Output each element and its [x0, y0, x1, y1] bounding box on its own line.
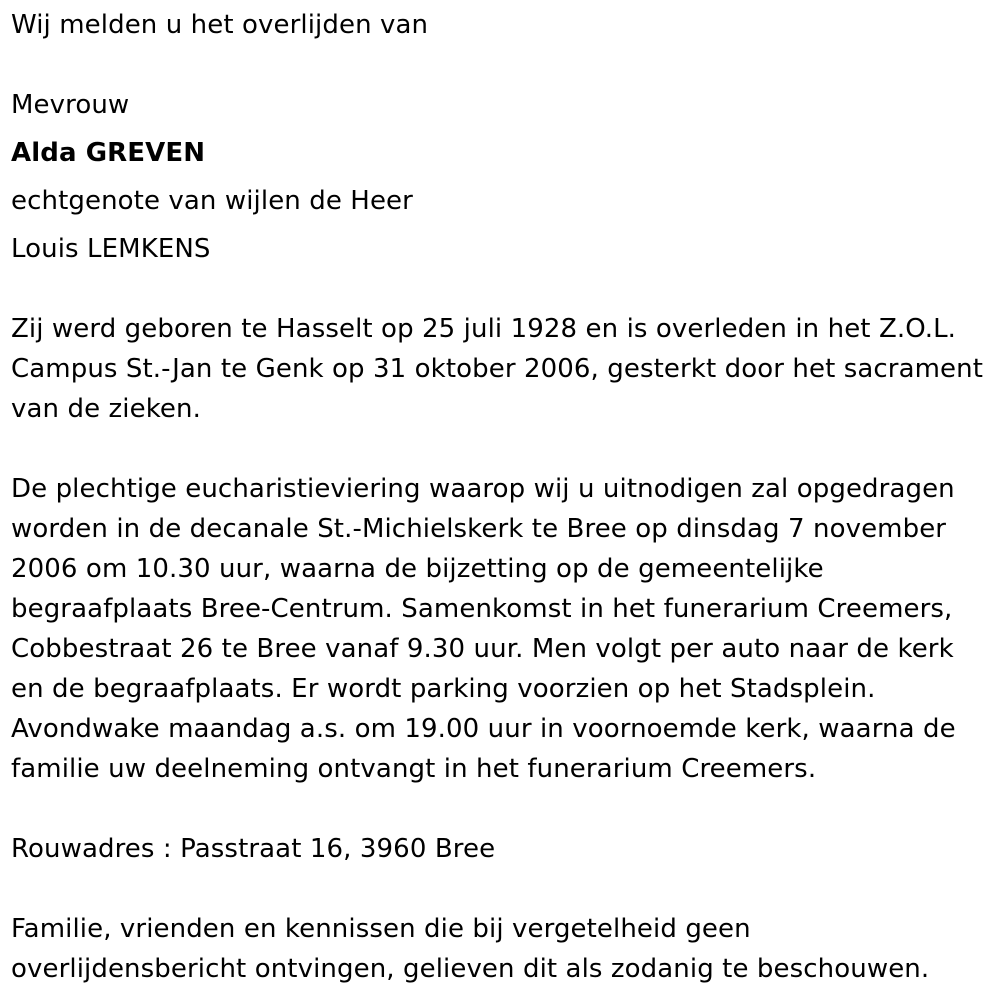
birth-death-paragraph: Zij werd geboren te Hasselt op 25 juli 1928 en is overleden in het Z.O.L. Campus St.-Jan te Genk op 31 oktober 2006, gesterkt door het sacrament van de zieken. [11, 314, 984, 424]
relation-line: echtgenote van wijlen de Heer [11, 186, 413, 216]
intro-line: Wij melden u het overlijden van [11, 10, 429, 40]
salutation: Mevrouw [11, 90, 130, 120]
address-line: Rouwadres : Passtraat 16, 3960 Bree [11, 834, 496, 864]
spouse-name: Louis LEMKENS [11, 234, 211, 264]
closing-paragraph: Familie, vrienden en kennissen die bij vergetelheid geen overlijdensbericht ontvingen, gelieven dit als zodanig te beschouwen. [11, 914, 930, 984]
ceremony-paragraph: De plechtige eucharistieviering waarop wij u uitnodigen zal opgedragen worden in de decanale St.-Michielskerk te Bree op dinsdag 7 november 2006 om 10.30 uur, waarna de bijzetting op de gemeentelijke begraafplaats Bree-Centrum. Samenkomst in het funerarium Creemers, Cobbestraat 26 te Bree vanaf 9.30 uur. Men volgt per auto naar de kerk en de begraafplaats. Er wordt parking voorzien op het Stadsplein. Avondwake maandag a.s. om 19.00 uur in voornoemde kerk, waarna de familie uw deelneming ontvangt in het funerarium Creemers. [11, 474, 956, 784]
deceased-name: Alda GREVEN [11, 138, 206, 168]
